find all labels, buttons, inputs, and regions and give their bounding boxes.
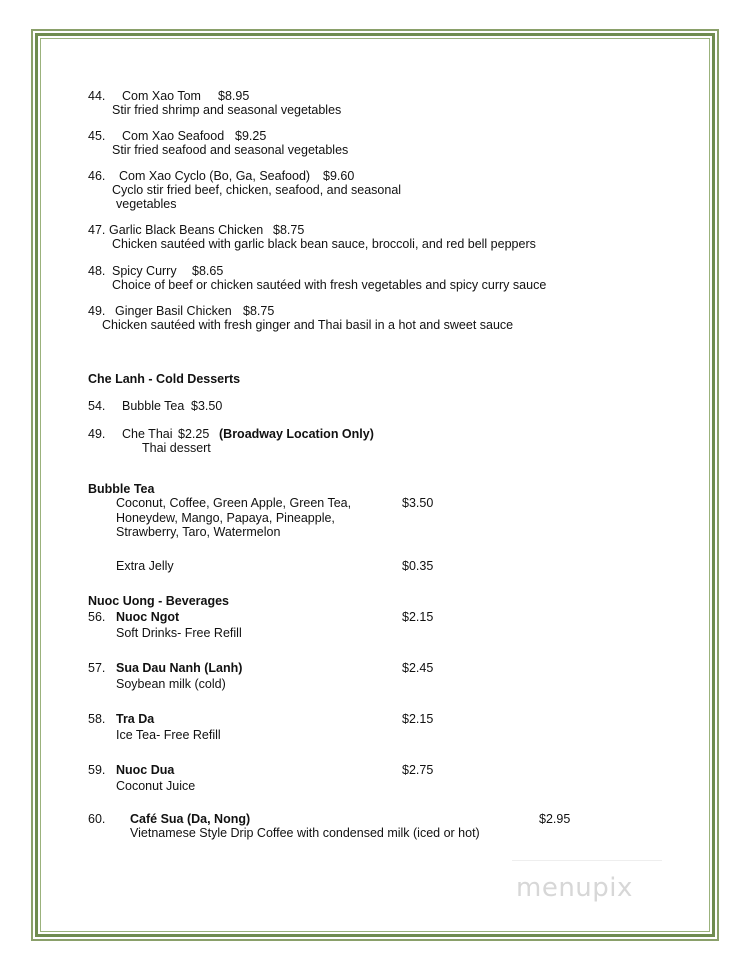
menu-item-description: Soybean milk (cold) bbox=[116, 677, 226, 691]
menu-item-description: Chicken sautéed with garlic black bean sauce, broccoli, and red bell peppers bbox=[112, 237, 536, 251]
menu-item-description: Stir fried seafood and seasonal vegetables bbox=[112, 143, 349, 157]
menu-item-price: $2.15 bbox=[402, 610, 434, 624]
menu-item-name: Com Xao Cyclo (Bo, Ga, Seafood) bbox=[119, 169, 311, 183]
menu-item-number: 49. bbox=[88, 304, 106, 318]
menu-item-description: Coconut Juice bbox=[116, 779, 196, 793]
menu-item-number: 49. bbox=[88, 427, 106, 441]
menu-item-number: 54. bbox=[88, 399, 106, 413]
menu-item-price: $2.25 bbox=[178, 427, 210, 441]
menu-item-name: Nuoc Ngot bbox=[116, 610, 180, 624]
menu-item-name: Ginger Basil Chicken bbox=[115, 304, 232, 318]
menu-item-price: $8.75 bbox=[243, 304, 275, 318]
menu-item-number: 47. bbox=[88, 223, 106, 237]
bubble-tea-flavors: Coconut, Coffee, Green Apple, Green Tea, bbox=[116, 496, 352, 510]
menu-item-price: $8.65 bbox=[192, 264, 224, 278]
menu-item-description: Chicken sautéed with fresh ginger and Thai basil in a hot and sweet sauce bbox=[102, 318, 514, 332]
menu-item-description: Ice Tea- Free Refill bbox=[116, 728, 221, 742]
menu-item-price: $2.95 bbox=[539, 812, 571, 826]
menu-item-number: 48. bbox=[88, 264, 106, 278]
menu-item-number: 59. bbox=[88, 763, 106, 777]
menu-item-number: 46. bbox=[88, 169, 106, 183]
menu-item-description: Soft Drinks- Free Refill bbox=[116, 626, 242, 640]
menu-item-name: Com Xao Tom bbox=[122, 89, 201, 103]
menu-item-price: $9.60 bbox=[323, 169, 355, 183]
menu-item-number: 60. bbox=[88, 812, 106, 826]
menu-item-number: 45. bbox=[88, 129, 106, 143]
bubble-tea-flavors: Honeydew, Mango, Papaya, Pineapple, bbox=[116, 511, 335, 525]
section-heading-desserts: Che Lanh - Cold Desserts bbox=[88, 372, 241, 386]
watermark-divider bbox=[512, 860, 662, 861]
menu-item-price: $2.15 bbox=[402, 712, 434, 726]
menupix-watermark: menupix bbox=[516, 873, 633, 903]
menu-item-name: Bubble Tea bbox=[122, 399, 185, 413]
menu-item-number: 56. bbox=[88, 610, 106, 624]
menu-item-description: Stir fried shrimp and seasonal vegetables bbox=[112, 103, 342, 117]
menu-item-name: Tra Da bbox=[116, 712, 155, 726]
bubble-tea-flavors: Strawberry, Taro, Watermelon bbox=[116, 525, 281, 539]
menu-item-description: Cyclo stir fried beef, chicken, seafood, and seasonal bbox=[112, 183, 402, 197]
menu-item-name: Café Sua (Da, Nong) bbox=[130, 812, 251, 826]
menu-item-price: $8.95 bbox=[218, 89, 250, 103]
menu-item-description: vegetables bbox=[116, 197, 177, 211]
menu-item-name: Com Xao Seafood bbox=[122, 129, 225, 143]
location-note: (Broadway Location Only) bbox=[219, 427, 374, 441]
menu-item-number: 58. bbox=[88, 712, 106, 726]
menu-item-number: 57. bbox=[88, 661, 106, 675]
menu-item-price: $9.25 bbox=[235, 129, 267, 143]
menu-item-description: Choice of beef or chicken sautéed with fresh vegetables and spicy curry sauce bbox=[112, 278, 547, 292]
bubble-tea-price: $3.50 bbox=[402, 496, 434, 510]
section-heading-beverages: Nuoc Uong - Beverages bbox=[88, 594, 230, 608]
menu-item-name: Sua Dau Nanh (Lanh) bbox=[116, 661, 243, 675]
menu-item-price: $8.75 bbox=[273, 223, 305, 237]
section-heading-bubble-tea: Bubble Tea bbox=[88, 482, 155, 496]
menu-item-description: Thai dessert bbox=[142, 441, 211, 455]
menu-item-name: Garlic Black Beans Chicken bbox=[109, 223, 264, 237]
menu-item-price: $2.75 bbox=[402, 763, 434, 777]
menu-item-price: $3.50 bbox=[191, 399, 223, 413]
menu-item-name: Spicy Curry bbox=[112, 264, 177, 278]
extra-jelly-label: Extra Jelly bbox=[116, 559, 174, 573]
menu-item-number: 44. bbox=[88, 89, 106, 103]
extra-jelly-price: $0.35 bbox=[402, 559, 434, 573]
menu-item-description: Vietnamese Style Drip Coffee with condensed milk (iced or hot) bbox=[130, 826, 480, 840]
menu-item-price: $2.45 bbox=[402, 661, 434, 675]
menu-item-name: Che Thai bbox=[122, 427, 173, 441]
menu-item-name: Nuoc Dua bbox=[116, 763, 175, 777]
